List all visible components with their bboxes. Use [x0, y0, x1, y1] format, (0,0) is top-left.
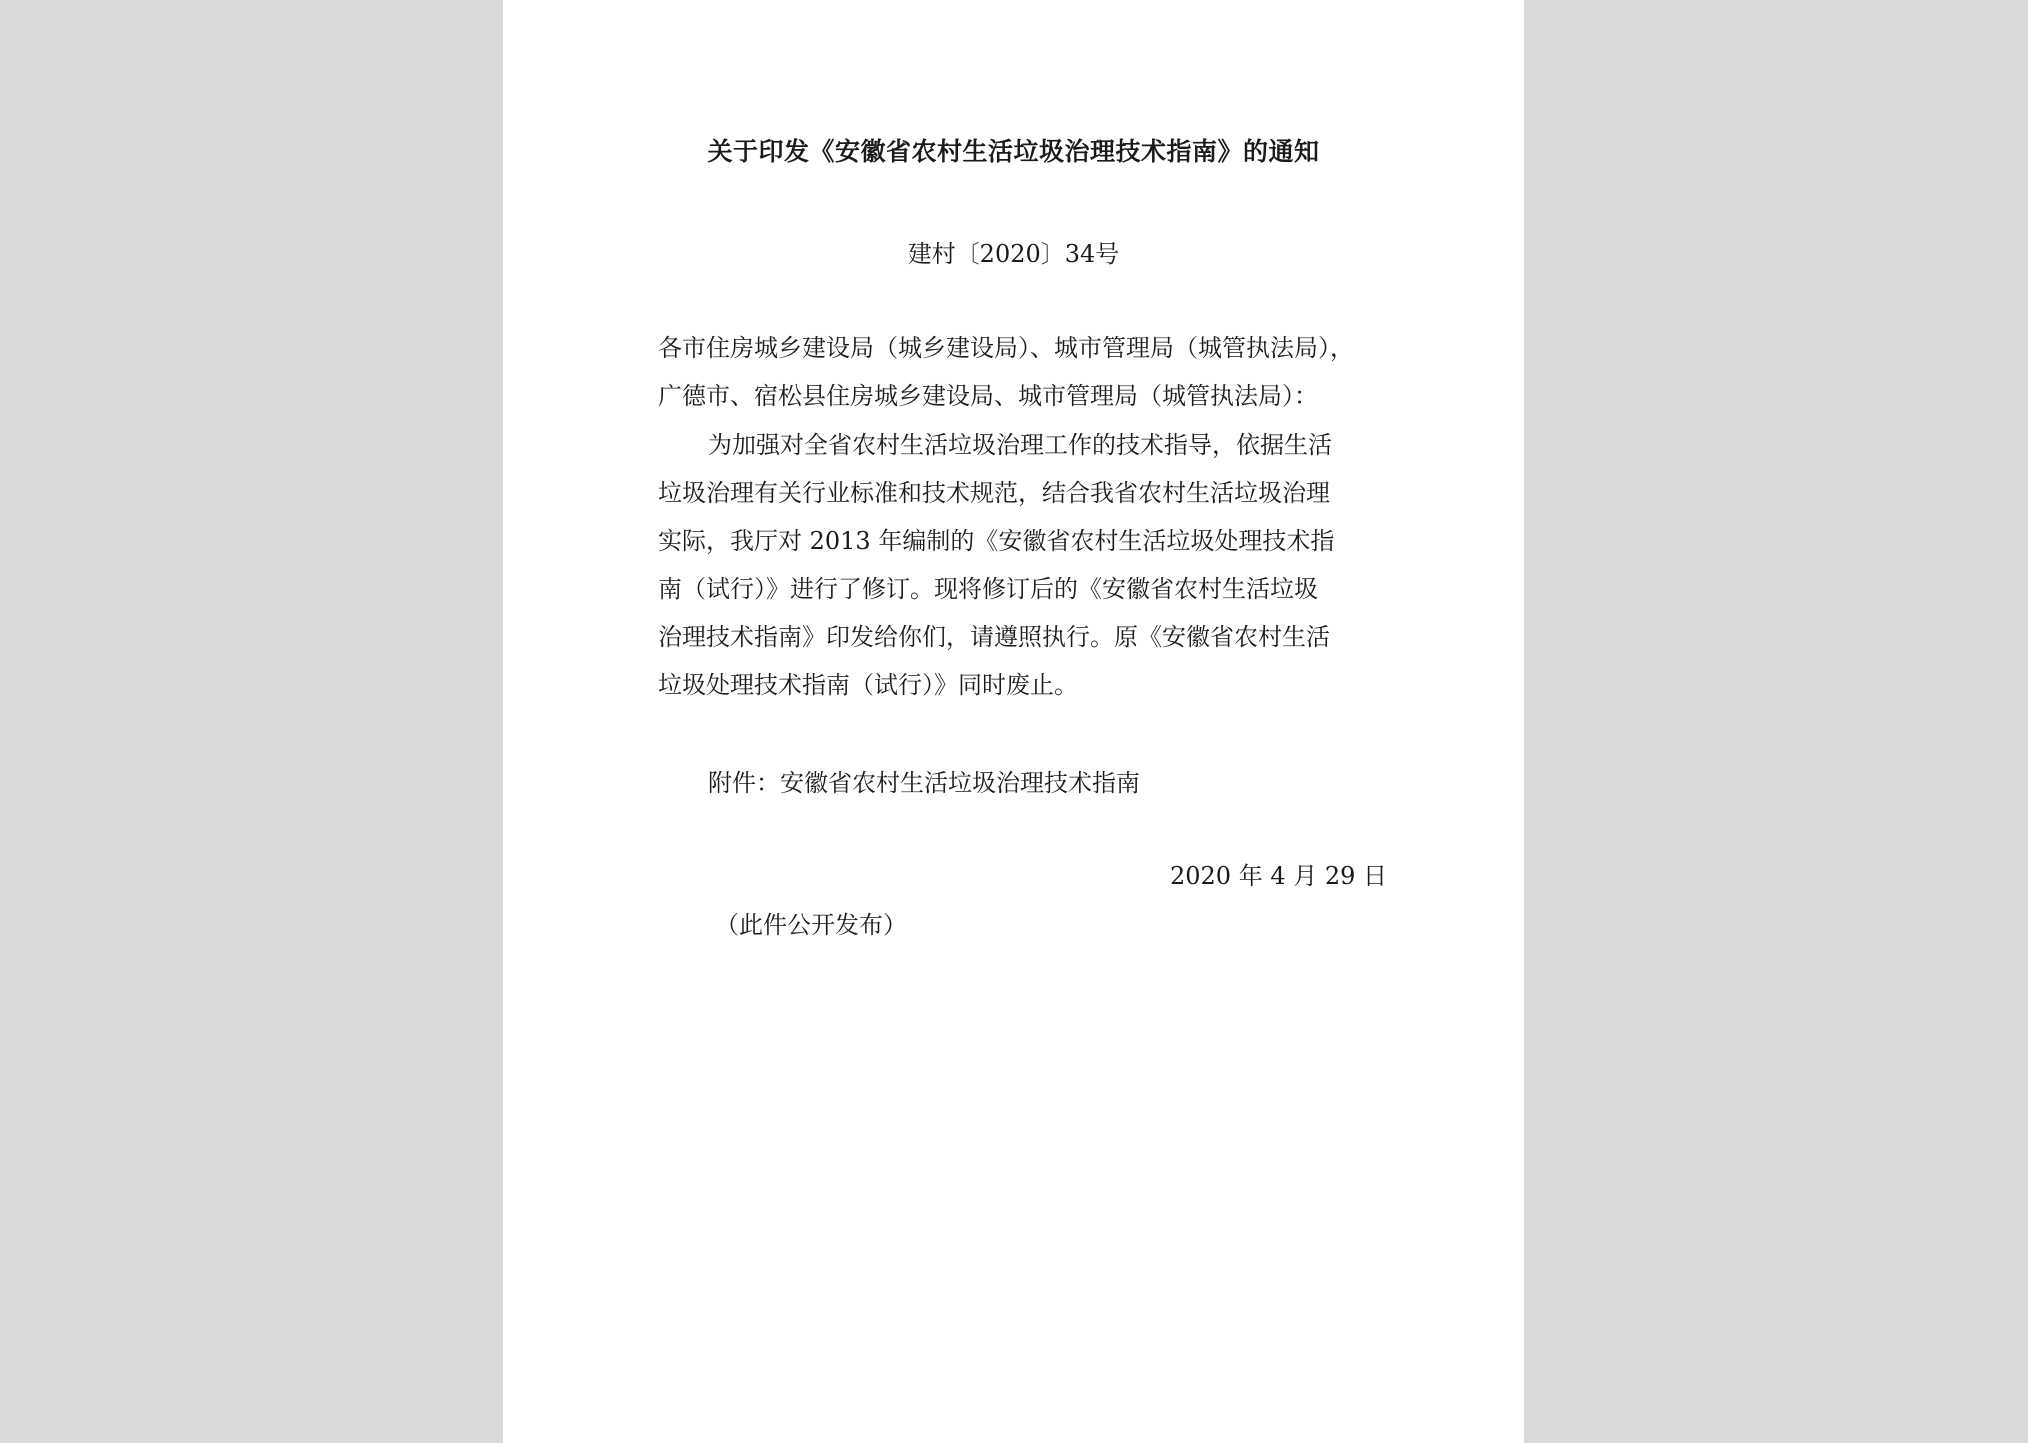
body-line: 垃圾治理有关行业标准和技术规范，结合我省农村生活垃圾治理	[658, 479, 1330, 507]
body-line: 南（试行）》进行了修订。现将修订后的《安徽省农村生活垃圾	[658, 575, 1318, 603]
body-line: 垃圾处理技术指南（试行）》同时废止。	[658, 671, 1078, 699]
document-title: 关于印发《安徽省农村生活垃圾治理技术指南》的通知	[707, 137, 1320, 166]
document-page	[503, 0, 1524, 1443]
document-number: 建村〔2020〕34号	[907, 240, 1120, 268]
body-line: 实际，我厅对 2013 年编制的《安徽省农村生活垃圾处理技术指	[658, 527, 1335, 555]
body-line: 治理技术指南》印发给你们，请遵照执行。原《安徽省农村生活	[658, 623, 1330, 651]
addressee-line: 各市住房城乡建设局（城乡建设局）、城市管理局（城管执法局），	[658, 334, 1354, 362]
body-line: 为加强对全省农村生活垃圾治理工作的技术指导，依据生活	[708, 431, 1332, 459]
document-date: 2020 年 4 月 29 日	[1170, 862, 1388, 890]
addressee-line: 广德市、宿松县住房城乡建设局、城市管理局（城管执法局）：	[658, 382, 1318, 410]
attachment-line: 附件：安徽省农村生活垃圾治理技术指南	[708, 769, 1140, 797]
publish-note: （此件公开发布）	[715, 911, 907, 939]
